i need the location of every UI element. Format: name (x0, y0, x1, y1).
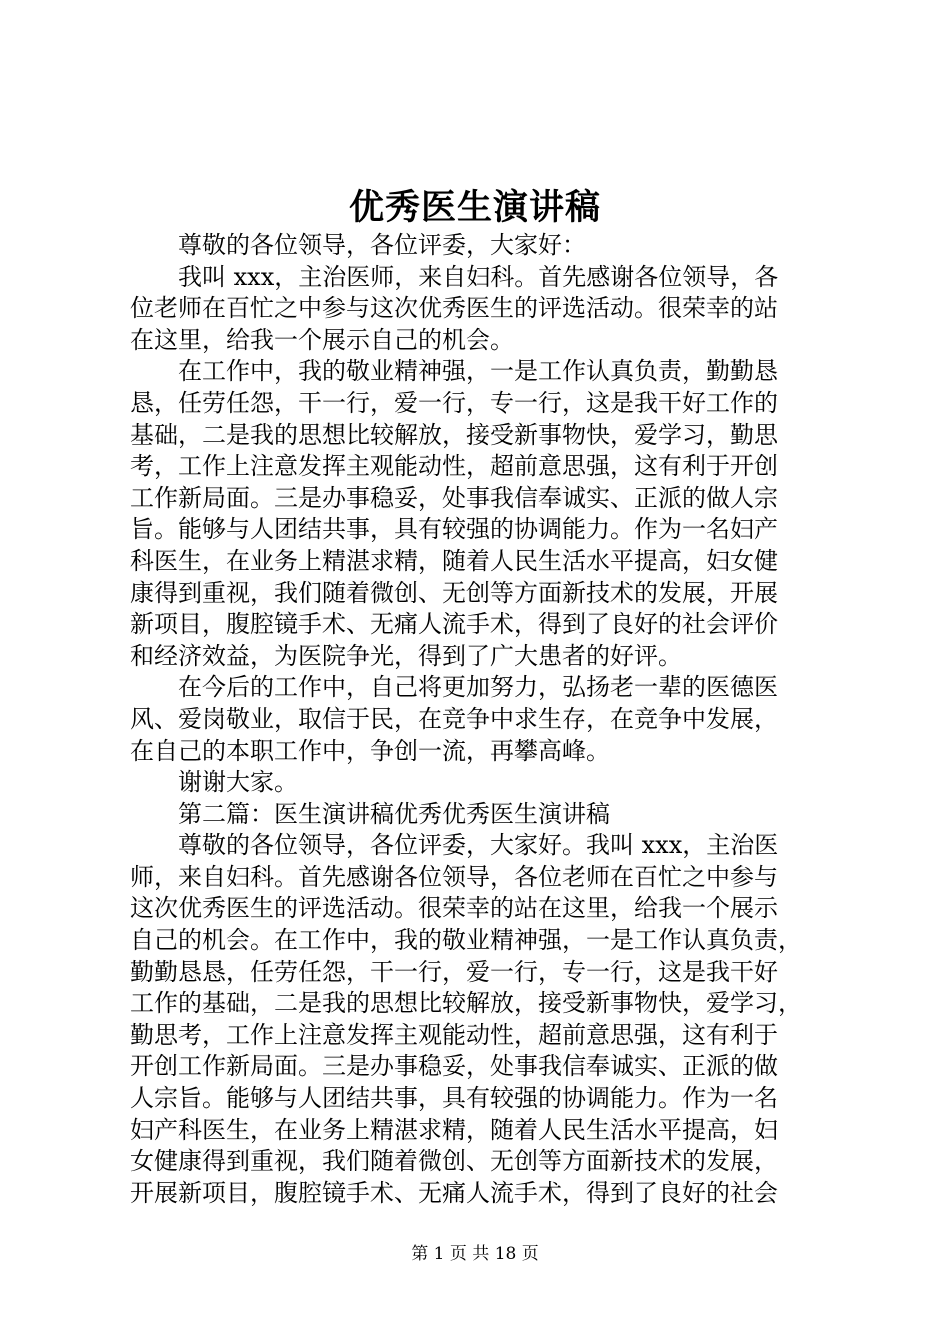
text-line: 我叫 xxx，主治医师，来自妇科。首先感谢各位领导，各 (178, 262, 779, 291)
page-footer: 第 1 页 共 18 页 (411, 1244, 539, 1264)
text-line: 工作的基础，二是我的思想比较解放，接受新事物快，爱学习， (130, 989, 802, 1018)
text-line: 和经济效益，为医院争光，得到了广大患者的好评。 (130, 641, 682, 670)
text-line: 妇产科医生，在业务上精湛求精，随着人民生活水平提高，妇 (130, 1115, 778, 1144)
text-line: 第二篇：医生演讲稿优秀优秀医生演讲稿 (178, 799, 610, 828)
text-line: 风、爱岗敬业，取信于民，在竞争中求生存，在竞争中发展， (130, 704, 778, 733)
text-line: 科医生，在业务上精湛求精，随着人民生活水平提高，妇女健 (130, 546, 778, 575)
text-line: 恳，任劳任怨，干一行，爱一行，专一行，这是我干好工作的 (130, 388, 778, 417)
text-line: 旨。能够与人团结共事，具有较强的协调能力。作为一名妇产 (130, 515, 778, 544)
text-line: 开展新项目，腹腔镜手术、无痛人流手术，得到了良好的社会 (130, 1178, 778, 1207)
text-line: 基础，二是我的思想比较解放，接受新事物快，爱学习，勤思 (130, 420, 778, 449)
page-title: 优秀医生演讲稿 (348, 187, 601, 228)
text-line: 女健康得到重视，我们随着微创、无创等方面新技术的发展， (130, 1147, 778, 1176)
text-line: 谢谢大家。 (178, 768, 298, 797)
text-line: 师，来自妇科。首先感谢各位领导，各位老师在百忙之中参与 (130, 862, 778, 891)
text-line: 尊敬的各位领导，各位评委，大家好： (178, 231, 586, 259)
text-line: 在今后的工作中，自己将更加努力，弘扬老一辈的医德医 (178, 673, 778, 702)
text-line: 开创工作新局面。三是办事稳妥，处事我信奉诚实、正派的做 (130, 1052, 778, 1081)
text-line: 在这里，给我一个展示自己的机会。 (130, 325, 514, 354)
text-line: 在自己的本职工作中，争创一流，再攀高峰。 (130, 736, 610, 765)
text-line: 康得到重视，我们随着微创、无创等方面新技术的发展，开展 (130, 578, 778, 607)
text-line: 新项目，腹腔镜手术、无痛人流手术，得到了良好的社会评价 (130, 610, 778, 639)
text-line: 工作新局面。三是办事稳妥，处事我信奉诚实、正派的做人宗 (130, 483, 778, 512)
text-line: 在工作中，我的敬业精神强，一是工作认真负责，勤勤恳 (178, 357, 778, 386)
text-line: 勤思考，工作上注意发挥主观能动性，超前意思强，这有利于 (130, 1020, 778, 1049)
text-line: 位老师在百忙之中参与这次优秀医生的评选活动。很荣幸的站 (130, 294, 778, 323)
text-line: 尊敬的各位领导，各位评委，大家好。我叫 xxx，主治医 (178, 831, 779, 860)
text-line: 人宗旨。能够与人团结共事，具有较强的协调能力。作为一名 (130, 1084, 778, 1113)
text-line: 自己的机会。在工作中，我的敬业精神强，一是工作认真负责， (130, 926, 802, 955)
text-line: 这次优秀医生的评选活动。很荣幸的站在这里，给我一个展示 (130, 894, 778, 923)
text-line: 勤勤恳恳，任劳任怨，干一行，爱一行，专一行，这是我干好 (130, 957, 778, 986)
document-body (130, 230, 828, 1209)
text-line: 考，工作上注意发挥主观能动性，超前意思强，这有利于开创 (130, 452, 778, 481)
